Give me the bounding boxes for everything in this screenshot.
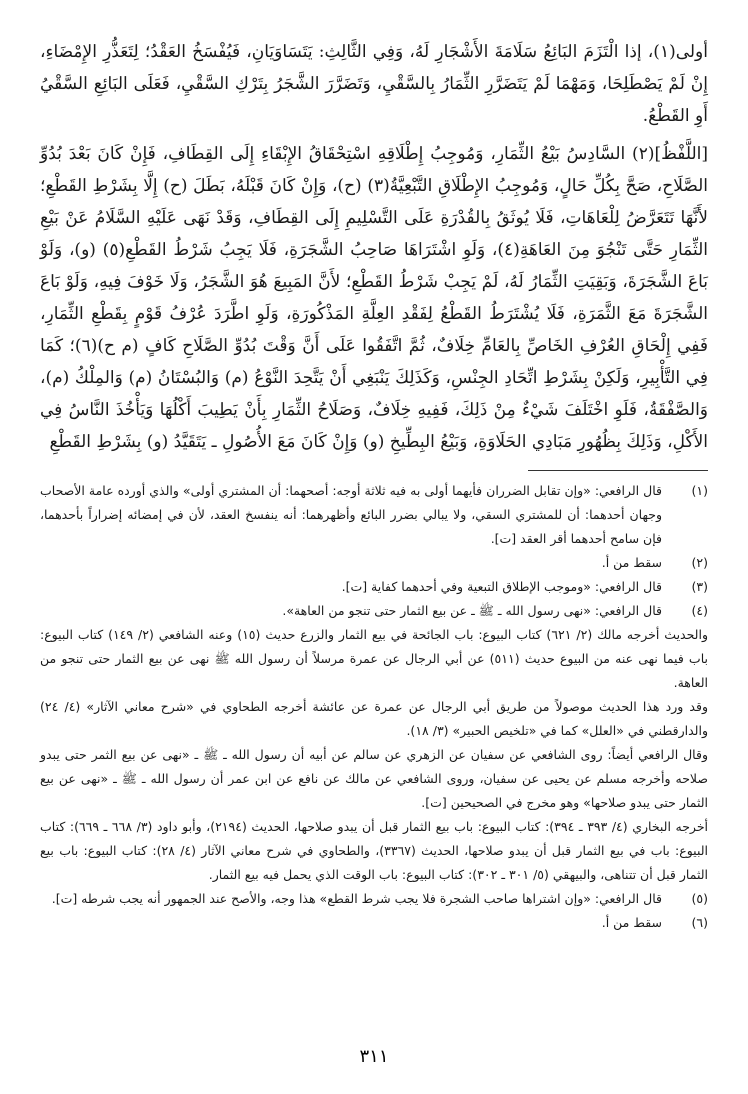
footnote xyxy=(40,479,708,551)
footnote xyxy=(40,887,708,911)
footnote-continuation xyxy=(40,623,708,887)
page-number: ٣١١ xyxy=(359,1046,389,1067)
main-text xyxy=(40,36,708,458)
footnote-text: وقال الرافعي أيضاً: روى الشافعي عن سفيان عن الزهري عن سالم عن أبيه أن رسول الله ـ ﷺ ـ «نهى عن بيع الثمر حتى يبدو صلاحه وأخرجه مسلم عن يحيى عن سفيان، وروى الشافعي عن مالك عن نافع عن ابن عمر أن رسول الله ـ ﷺ ـ «نهى عن بيع الثمار حتى يبدو صلاحها» وهو مخرج في الصحيحين [ت]. xyxy=(40,747,708,810)
footnote-text: أخرجه البخاري (٤/ ٣٩٣ ـ ٣٩٤): كتاب البيوع: باب بيع الثمار قبل أن يبدو صلاحها، الحديث (٢١٩٤)، وأبو داود (٣/ ٦٦٨ ـ ٦٦٩): كتاب البيوع: باب في بيع الثمار قبل أن يبدو صلاحها، الحديث (٣٣٦٧)، والطحاوي في شرح معاني الآثار (٤/ ٢٨): كتاب البيوع: باب بيع الثمار قبل أن تتناهى، والبيهقي (٥/ ٣٠١ ـ ٣٠٢): كتاب البيوع: باب الوقت الذي يحمل فيه بيع الثمار. xyxy=(40,819,709,882)
footnote-number: (٦) xyxy=(691,915,708,930)
footnote-text: قال الرافعي: «وإن اشتراها صاحب الشجرة فلا يجب شرط القطع» هذا وجه، والأصح عند الجمهور أنه يجب شرطه [ت]. xyxy=(51,891,662,906)
main-paragraph-2: [اللَّفْظُ](٢) السَّادِسُ بَيْعُ الثِّمَارِ، وَمُوجِبُ إِطْلَاقِهِ اسْتِحْقَاقُ الإِبْقَاءِ إِلَى القِطَافِ، فَإِنْ كَانَ بَعْدَ بُدُوِّ الصَّلَاحِ، صَحَّ بِكُلِّ حَالٍ، وَمُوجِبُ الإِطْلَاقِ التَّبْعِيَّةُ(٣) (ح)، وَإِنْ كَانَ قَبْلَهُ، بَطَلَ (ح) إِلَّا بِشَرْطِ القَطْعِ؛ لأَنَّهَا تَتَعَرَّضُ لِلْعَاهَاتِ، فَلَا يُوثَقُ بِالقُدْرَةِ عَلَى التَّسْلِيمِ إِلَى القِطَافِ، وَقَدْ نَهَى عَلَيْهِ السَّلَامُ عَنْ بَيْعِ الثِّمَارِ حَتَّى تَنْجُوَ مِنَ العَاهَةِ(٤)، وَلَوِ اشْتَرَاهَا صَاحِبُ الشَّجَرَةِ، فَلَا يَجِبُ شَرْطُ القَطْعِ(٥) (و)، وَلَوْ بَاعَ الشَّجَرَةَ، وَبَقِيَتِ الثِّمَارُ لَهُ، لَمْ يَجِبْ شَرْطُ القَطْعِ؛ لأَنَّ المَبِيعَ هُوَ الشَّجَرُ، وَلَا خَوْفَ فِيهِ، وَلَوْ بَاعَ الشَّجَرَةَ مَعَ الثَّمَرَةِ، فَلَا يُشْتَرَطُ القَطْعُ لِفَقْدِ العِلَّةِ المَذْكُورَةِ، وَلَوِ اطَّرَدَ عُرْفُ قَوْمٍ بِقَطْعِ الثِّمَارِ، فَفِي إِلْحَاقِ العُرْفِ الخَاصِّ بِالعَامِّ خِلَافٌ، ثُمَّ اتَّفَقُوا عَلَى أَنَّ وَقْتَ بُدُوِّ الصَّلَاحِ كَافٍ (م ح)(٦)؛ كَمَا فِي التَّأْبِيرِ، وَلَكِنْ بِشَرْطِ اتِّحَادِ الجِنْسِ، وَكَذَلِكَ يَنْبَغِي أَنْ يَتَّحِدَ النَّوْعُ (م) وَالبُسْتَانُ (م) وَالمِلْكُ (م)، وَالصَّفْقَةُ، فَلَوِ اخْتَلَفَ شَيْءٌ مِنْ ذَلِكَ، فَفِيهِ خِلَافٌ، وَصَلَاحُ الثِّمَارِ بِأَنْ يَطِيبَ أَكْلُهَا وَيَأْخُذَ النَّاسُ فِي الأَكْلِ، وَذَلِكَ بِظُهُورِ مَبَادِي الحَلَاوَةِ، وَبَيْعُ البِطِّيخِ (و) وَإِنْ كَانَ مَعَ الأُصُولِ ـ يَتَقَيَّدُ (و) بِشَرْطِ القَطْعِ xyxy=(40,144,708,452)
footnote-text: وقد ورد هذا الحديث موصولاً من طريق أبي الرجال عن عمرة عن عائشة أخرجه الطحاوي في «شرح معاني الآثار» (٤/ ٢٤) والدارقطني في «العلل» كما في «تلخيص الحبير» (٣/ ١٨). xyxy=(40,699,708,738)
footnote-text: قال الرافعي: «وموجب الإطلاق التبعية وفي أحدهما كفاية [ت]. xyxy=(341,579,662,594)
footnote-number: (٥) xyxy=(691,891,708,906)
footnote-number: (٤) xyxy=(691,603,708,618)
main-paragraph-1: أولى(١)، إذا الْتَزَمَ البَائِعُ سَلَامَةَ الأَشْجَارِ لَهُ، وَفِي الثَّالِثِ: يَتَسَاوَيَانِ، فَيُفْسَخُ العَقْدُ؛ لِتَعَذُّرِ الإِمْضَاءِ، إِنْ لَمْ يَصْطَلِحَا، وَمَهْمَا لَمْ يَتَضَرَّرِ الثِّمَارُ بِالسَّقْيِ، وَتَضَرَّرَ الشَّجَرُ بِتَرْكِ السَّقْيِ، فَعَلَى البَائِعِ السَّقْيُ أَوِ القَطْعُ. xyxy=(40,42,708,126)
footnote-text: والحديث أخرجه مالك (٢/ ٦٢١) كتاب البيوع: باب الجائحة في بيع الثمار والزرع حديث (١٥) وعنه الشافعي (٢/ ١٤٩) كتاب البيوع: باب فيما نهى عنه من البيوع حديث (٥١١) عن أبي الرجال عن عمرة مرسلاً أن رسول الله ﷺ نهى عن بيع الثمار حتى تنجو من العاهة. xyxy=(40,627,709,690)
footnote-text: سقط من أ. xyxy=(601,555,662,570)
footnote xyxy=(40,575,708,599)
footnote xyxy=(40,599,708,623)
footnote-number: (١) xyxy=(691,483,708,498)
footnote xyxy=(40,551,708,575)
footnote-number: (٢) xyxy=(691,555,708,570)
footnote xyxy=(40,911,708,935)
footnote-text: قال الرافعي: «نهى رسول الله ـ ﷺ ـ عن بيع الثمار حتى تنجو من العاهة». xyxy=(282,603,662,618)
footnote-text: قال الرافعي: «وإن تقابل الضرران فأيهما أولى به فيه ثلاثة أوجه: أصحهما: أن المشتري أولى» والذي أورده عامة الأصحاب وجهان أحدهما: أن للمشتري السقي، ولا يبالي بضرر البائع وأظهرهما: أنه ينفسخ العقد، لأن في إمضائه إضراراً بأحدهما، فإن سامح أحدهما أقر العقد [ت]. xyxy=(40,483,662,546)
footnote-text: سقط من أ. xyxy=(601,915,662,930)
footnotes xyxy=(40,479,708,935)
footnote-number: (٣) xyxy=(691,579,708,594)
footnote-separator xyxy=(528,470,708,471)
